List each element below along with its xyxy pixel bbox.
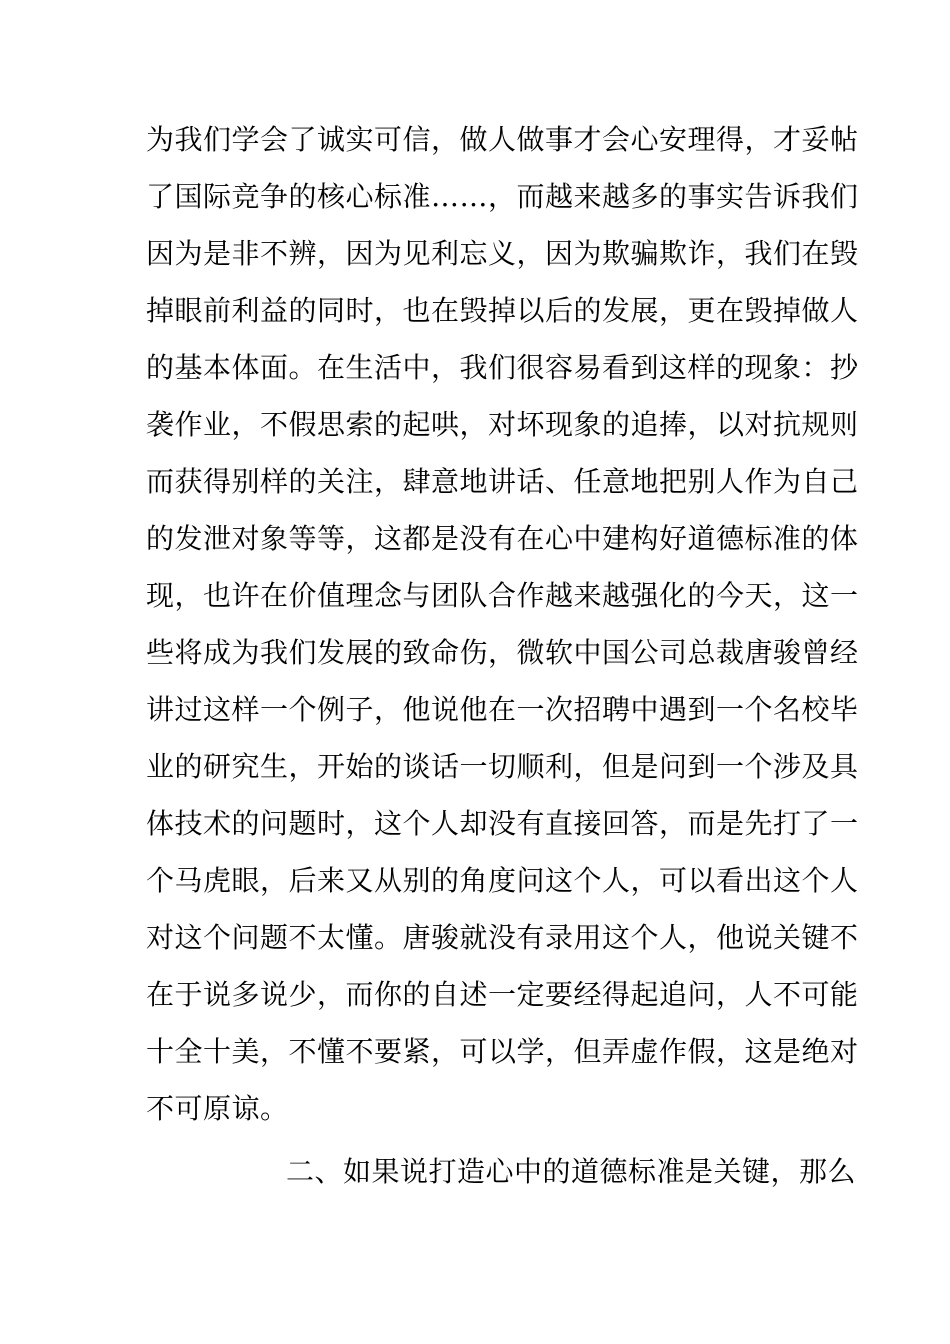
paragraph-line: 的基本体面。在生活中，我们很容易看到这样的现象：抄 (146, 351, 859, 384)
paragraph-line: 的发泄对象等等，这都是没有在心中建构好道德标准的体 (146, 522, 859, 555)
paragraph-line: 业的研究生，开始的谈话一切顺利，但是问到一个涉及具 (146, 750, 859, 783)
paragraph-line: 讲过这样一个例子，他说他在一次招聘中遇到一个名校毕 (146, 693, 859, 726)
paragraph-line: 些将成为我们发展的致命伤，微软中国公司总裁唐骏曾经 (146, 636, 859, 669)
paragraph-line: 在于说多说少，而你的自述一定要经得起追问，人不可能 (146, 978, 859, 1011)
paragraph-line: 掉眼前利益的同时，也在毁掉以后的发展，更在毁掉做人 (146, 294, 859, 327)
paragraph-line: 了国际竞争的核心标准……，而越来越多的事实告诉我们 (146, 180, 859, 213)
paragraph-line: 因为是非不辨，因为见利忘义，因为欺骗欺诈，我们在毁 (146, 237, 859, 270)
paragraph-line: 体技术的问题时，这个人却没有直接回答，而是先打了一 (146, 807, 859, 840)
paragraph-line: 不可原谅。 (146, 1092, 289, 1125)
paragraph-line: 十全十美，不懂不要紧，可以学，但弄虚作假，这是绝对 (146, 1035, 859, 1068)
paragraph-line: 个马虎眼，后来又从别的角度问这个人，可以看出这个人 (146, 864, 859, 897)
paragraph-line: 现，也许在价值理念与团队合作越来越强化的今天，这一 (146, 579, 859, 612)
paragraph-line: 对这个问题不太懂。唐骏就没有录用这个人，他说关键不 (146, 921, 859, 954)
paragraph-line: 袭作业，不假思索的起哄，对坏现象的追捧，以对抗规则 (146, 408, 859, 441)
paragraph-line: 为我们学会了诚实可信，做人做事才会心安理得，才妥帖 (146, 123, 859, 156)
section-heading: 二、如果说打造心中的道德标准是关键，那么 (286, 1155, 857, 1188)
paragraph-line: 而获得别样的关注，肆意地讲话、任意地把别人作为自己 (146, 465, 859, 498)
